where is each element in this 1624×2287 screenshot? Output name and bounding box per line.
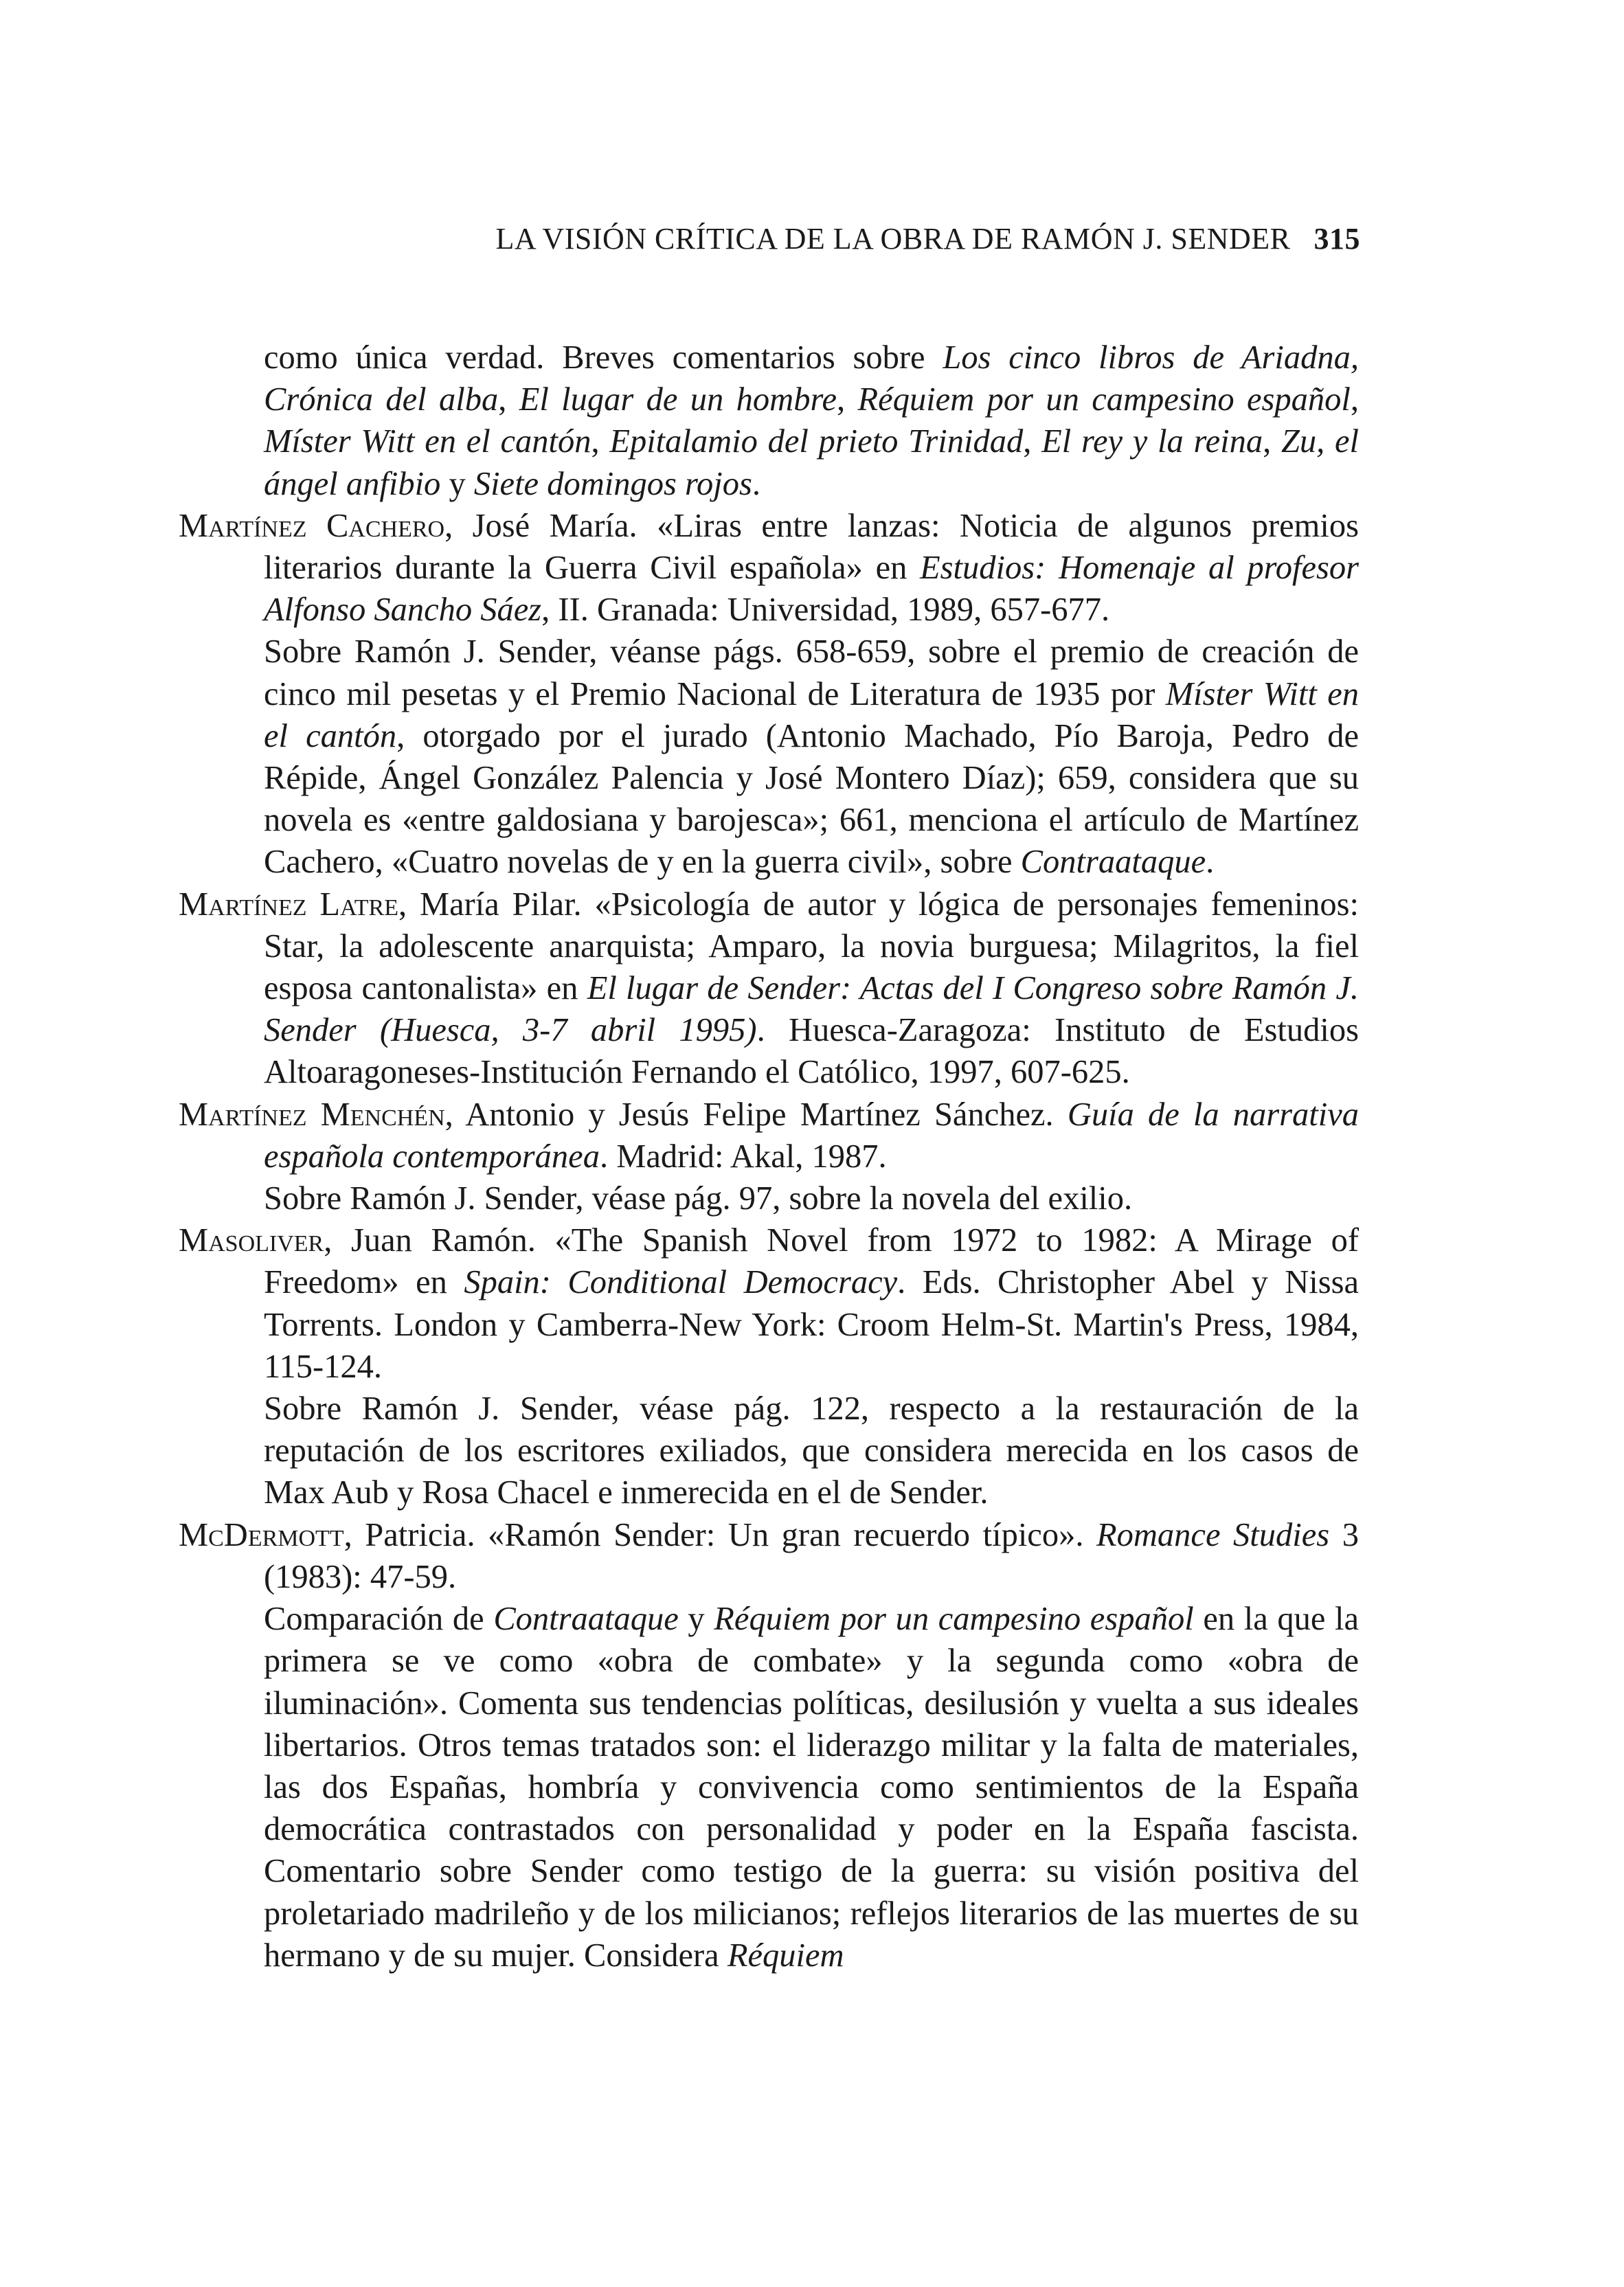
bibliography-entry: Martínez Cachero, José María. «Liras entre lanzas: Noticia de algunos premios literarios durante la Guerra Civil española» en Estudios: Homenaje al profesor Alfonso Sancho Sáez, II. Granada: Universidad, 1989, 657-677. [179,507,1359,629]
bibliography-entry: Masoliver, Juan Ramón. «The Spanish Novel from 1972 to 1982: A Mirage of Freedom» en Spain: Conditional Democracy. Eds. Christopher Abel y Nissa Torrents. London y Camberra-New York: Croom Helm-St. Martin's Press, 1984, 115-124. [179,1222,1359,1385]
entry-author: McDermott [179,1516,344,1553]
entry-annotation: Comparación de Contraataque y Réquiem por un campesino español en la que la primera se ve como «obra de combate» y la segunda como «obra de iluminación». Comenta sus tendencias políticas, desilusión y vuelta a sus ideales libertarios. Otros temas tratados son: el liderazgo militar y la falta de materiales, las dos Españas, hombría y convivencia como sentimientos de la España democrática contrastados con personalidad y poder en la España fascista. Comentario sobre Sender como testigo de la guerra: su visión positiva del proletariado madrileño y de los milicianos; reflejos literarios de las muertes de su hermano y de su mujer. Considera Réquiem [264,1601,1360,1974]
entry-annotation: Sobre Ramón J. Sender, véase pág. 122, respecto a la restauración de la reputación de los escritores exiliados, que considera merecida en los casos de Max Aub y Rosa Chacel e inmerecida en el de Sender. [264,1390,1359,1511]
work-title: Guía de la narrativa española contemporánea [264,1096,1360,1175]
entry-author: Martínez Menchén [179,1096,445,1133]
work-title: Spain: Conditional Democracy [464,1264,898,1301]
running-header [495,221,1360,256]
running-header-title: LA VISIÓN CRÍTICA DE LA OBRA DE RAMÓN J. SENDER [495,222,1291,256]
work-title: Réquiem por un campesino español [714,1601,1194,1638]
work-title: Romance Studies [1096,1516,1330,1553]
work-title: El rey y la reina [1041,423,1263,460]
work-title: Contraataque [493,1601,679,1638]
work-title: El lugar de Sender: Actas del I Congreso sobre Ramón J. Sender (Huesca, 3-7 abril 1995) [264,970,1360,1049]
entry-annotation: Sobre Ramón J. Sender, véanse págs. 658-659, sobre el premio de creación de cinco mil pesetas y el Premio Nacional de Literatura de 1935 por Míster Witt en el cantón, otorgado por el jurado (Antonio Machado, Pío Baroja, Pedro de Répide, Ángel González Palencia y José Montero Díaz); 659, considera que su novela es «entre galdosiana y barojesca»; 661, menciona el artículo de Martínez Cachero, «Cuatro novelas de y en la guerra civil», sobre Contraataque. [264,633,1359,881]
work-title: Réquiem por un campesino español [857,381,1351,418]
work-title: Zu, el ángel anfibio [264,423,1360,502]
work-title: Míster Witt en el cantón [264,423,591,460]
page-number: 315 [1313,222,1360,256]
bibliography-entry: Martínez Menchén, Antonio y Jesús Felipe Martínez Sánchez. Guía de la narrativa española contemporánea. Madrid: Akal, 1987. [179,1096,1360,1175]
bibliography-entry: McDermott, Patricia. «Ramón Sender: Un gran recuerdo típico». Romance Studies 3 (1983): 47-59. [179,1516,1359,1595]
work-title: Siete domingos rojos [473,465,752,502]
work-title: Estudios: Homenaje al profesor Alfonso Sancho Sáez [264,550,1359,629]
work-title: Los cinco libros de Ariadna, Crónica del alba [264,339,1359,418]
entry-author: Martínez Latre [179,886,398,923]
work-title: Míster Witt en el cantón [264,675,1359,754]
entry-author: Masoliver [179,1222,324,1259]
entry-annotation: Sobre Ramón J. Sender, véase pág. 97, sobre la novela del exilio. [264,1180,1133,1217]
work-title: Contraataque [1020,844,1206,881]
work-title: Réquiem [727,1937,844,1974]
work-title: El lugar de un hombre [519,381,837,418]
work-title: Epitalamio del prieto Trinidad [609,423,1024,460]
continuation-paragraph: como única verdad. Breves comentarios sobre Los cinco libros de Ariadna, Crónica del alba, El lugar de un hombre, Réquiem por un campesino español, Míster Witt en el cantón, Epitalamio del prieto Trinidad, El rey y la reina, Zu, el ángel anfibio y Siete domingos rojos. [264,339,1360,502]
entry-author: Martínez Cachero [179,507,445,544]
bibliography-entry: Martínez Latre, María Pilar. «Psicología de autor y lógica de personajes femeninos: Star, la adolescente anarquista; Amparo, la novia burguesa; Milagritos, la fiel esposa cantonalista» en El lugar de Sender: Actas del I Congreso sobre Ramón J. Sender (Huesca, 3-7 abril 1995). Huesca-Zaragoza: Instituto de Estudios Altoaragoneses-Institución Fernando el Católico, 1997, 607-625. [179,886,1360,1091]
bibliography-body [179,337,1359,1976]
